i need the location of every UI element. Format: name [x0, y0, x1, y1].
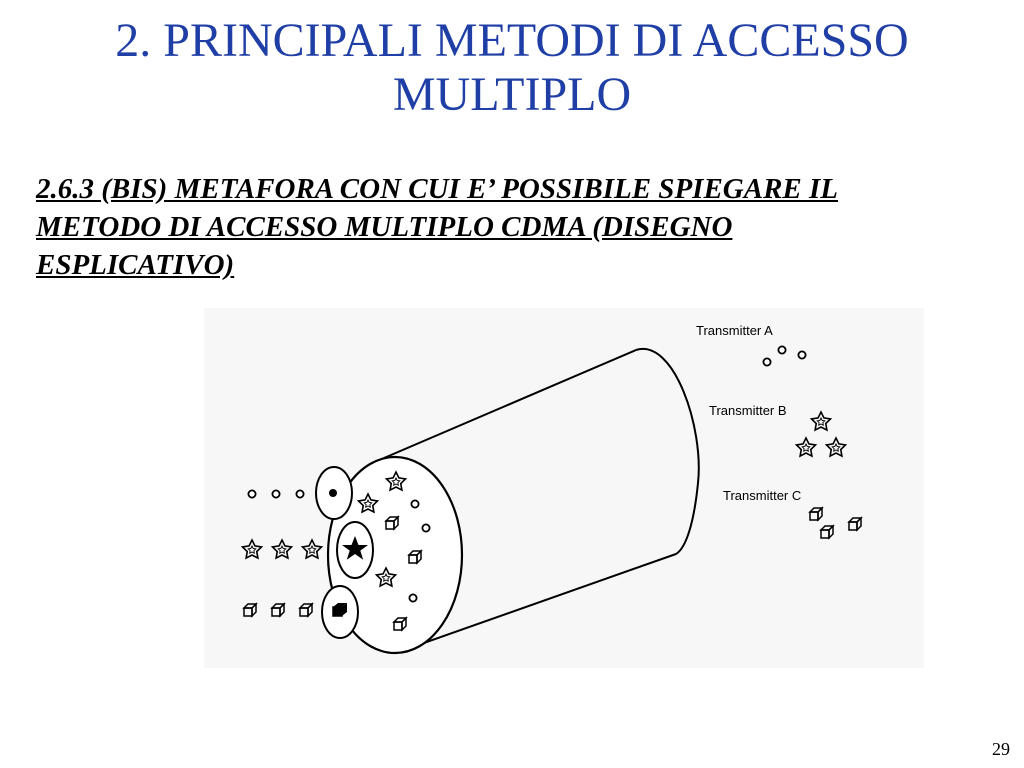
cdma-metaphor-diagram	[204, 308, 924, 668]
transmitter-c-label: Transmitter C	[723, 488, 802, 503]
cylinder-shape	[328, 349, 699, 653]
output-stars	[242, 540, 321, 558]
transmitter-a	[696, 323, 806, 366]
section-heading	[36, 170, 996, 284]
star-icon	[796, 412, 845, 456]
slide-title	[0, 14, 1024, 122]
transmitter-b	[709, 403, 846, 456]
title-line-2: MULTIPLO	[392, 68, 632, 121]
output-circles	[248, 490, 303, 497]
cube-icon	[810, 508, 861, 538]
output-cubes	[244, 604, 312, 616]
heading-line-3: ESPLICATIVO)	[36, 249, 235, 281]
transmitter-a-label: Transmitter A	[696, 323, 773, 338]
diagram-svg	[204, 308, 924, 668]
heading-line-1: 2.6.3 (BIS) METAFORA CON CUI E’ POSSIBILE SPIEGARE IL	[36, 173, 839, 205]
circle-icon	[763, 346, 805, 365]
transmitter-b-label: Transmitter B	[709, 403, 787, 418]
title-line-1: 2. PRINCIPALI METODI DI ACCESSO	[115, 14, 909, 67]
transmitter-c	[723, 488, 861, 538]
heading-line-2: METODO DI ACCESSO MULTIPLO CDMA (DISEGNO	[36, 211, 733, 243]
page-number: 29	[992, 739, 1010, 759]
